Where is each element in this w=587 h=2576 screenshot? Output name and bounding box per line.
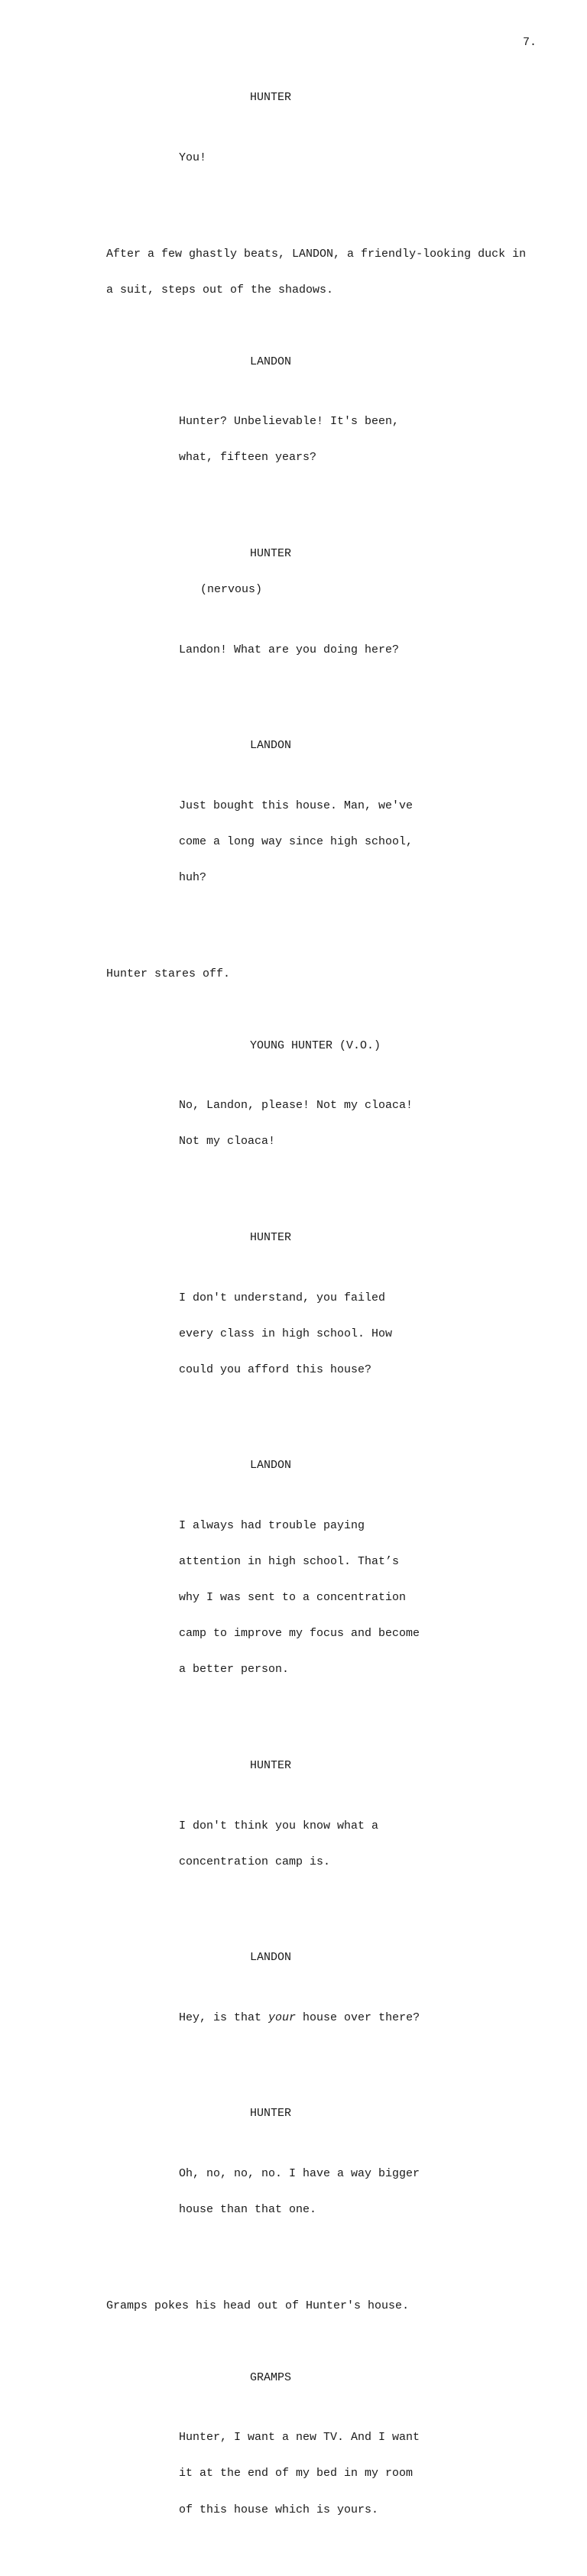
character-name: LANDON	[250, 355, 292, 368]
action-line: a suit, steps out of the shadows.	[106, 283, 334, 296]
character-name: HUNTER	[250, 1231, 292, 1245]
dialogue-line: huh?	[179, 871, 207, 885]
action-line: Hunter stares off.	[106, 967, 231, 980]
dialogue-line: Just bought this house. Man, we've	[179, 799, 413, 812]
dialogue-segment: Hey, is that	[179, 2011, 269, 2024]
dialogue-text	[179, 1496, 443, 1700]
dialogue-line: a better person.	[179, 1663, 290, 1677]
dialogue-text	[179, 392, 443, 488]
dialogue-text	[179, 2408, 443, 2540]
dialogue-text	[179, 1076, 443, 1172]
emphasized-word: your	[268, 2011, 297, 2024]
dialogue-line: Hunter? Unbelievable! It's been,	[179, 415, 400, 429]
dialogue-block	[106, 1928, 565, 2072]
character-name: LANDON	[250, 1951, 292, 1965]
dialogue-line: could you afford this house?	[179, 1363, 372, 1376]
dialogue-line: why I was sent to a concentration	[179, 1591, 407, 1605]
action-line: After a few ghastly beats, LANDON, a friendly-looking duck in	[106, 247, 527, 261]
dialogue-text	[179, 1988, 443, 2048]
character-name: YOUNG HUNTER (V.O.)	[250, 1039, 381, 1052]
dialogue-line: You!	[179, 151, 207, 164]
dialogue-line: Landon! What are you doing here?	[179, 643, 400, 656]
dialogue-line: every class in high school. How	[179, 1327, 393, 1340]
dialogue-line: camp to improve my focus and become	[179, 1627, 420, 1641]
action-block	[106, 224, 550, 320]
character-name: HUNTER	[250, 91, 292, 105]
dialogue-line: I don't think you know what a	[179, 1819, 379, 1832]
dialogue-line: it at the end of my bed in my room	[179, 2467, 413, 2480]
dialogue-text	[179, 2143, 443, 2240]
action-block	[106, 2276, 550, 2336]
dialogue-text	[179, 620, 443, 680]
dialogue-line: what, fifteen years?	[179, 451, 317, 465]
dialogue-block	[106, 332, 565, 512]
dialogue-segment: house over there?	[296, 2011, 420, 2024]
dialogue-text	[179, 1796, 443, 1892]
dialogue-line: Hunter, I want a new TV. And I want	[179, 2431, 420, 2445]
dialogue-line: attention in high school. That’s	[179, 1555, 400, 1569]
dialogue-block	[106, 716, 565, 932]
character-name: HUNTER	[250, 547, 292, 561]
dialogue-block	[106, 2084, 565, 2264]
character-name: LANDON	[250, 1459, 292, 1473]
action-line: Gramps pokes his head out of Hunter's house.	[106, 2299, 410, 2312]
dialogue-text	[179, 776, 443, 908]
character-name: HUNTER	[250, 2107, 292, 2121]
dialogue-line: house than that one.	[179, 2202, 317, 2216]
dialogue-line: No, Landon, please! Not my cloaca!	[179, 1099, 413, 1113]
dialogue-line: of this house which is yours.	[179, 2503, 379, 2516]
character-name: GRAMPS	[250, 2370, 292, 2384]
dialogue-text	[179, 128, 443, 189]
dialogue-text	[179, 1268, 443, 1400]
dialogue-line: I don't understand, you failed	[179, 1291, 386, 1304]
dialogue-block	[106, 1016, 565, 1196]
character-name: LANDON	[250, 739, 292, 753]
dialogue-block	[106, 1208, 565, 1424]
parenthetical: (nervous)	[200, 583, 263, 597]
dialogue-line: I always had trouble paying	[179, 1518, 365, 1532]
screenplay-body	[106, 68, 565, 2576]
character-name: HUNTER	[250, 1759, 292, 1772]
dialogue-line: concentration camp is.	[179, 1855, 331, 1868]
dialogue-block	[106, 68, 565, 212]
dialogue-block	[106, 1736, 565, 1917]
dialogue-block	[106, 1436, 565, 1724]
dialogue-line: Not my cloaca!	[179, 1135, 276, 1149]
action-block	[106, 944, 550, 1004]
dialogue-line: Oh, no, no, no. I have a way bigger	[179, 2166, 420, 2180]
page-number: 7.	[523, 36, 537, 49]
dialogue-block	[106, 524, 565, 705]
dialogue-line	[179, 2012, 443, 2024]
dialogue-line: come a long way since high school,	[179, 834, 413, 848]
dialogue-block	[106, 2348, 565, 2564]
